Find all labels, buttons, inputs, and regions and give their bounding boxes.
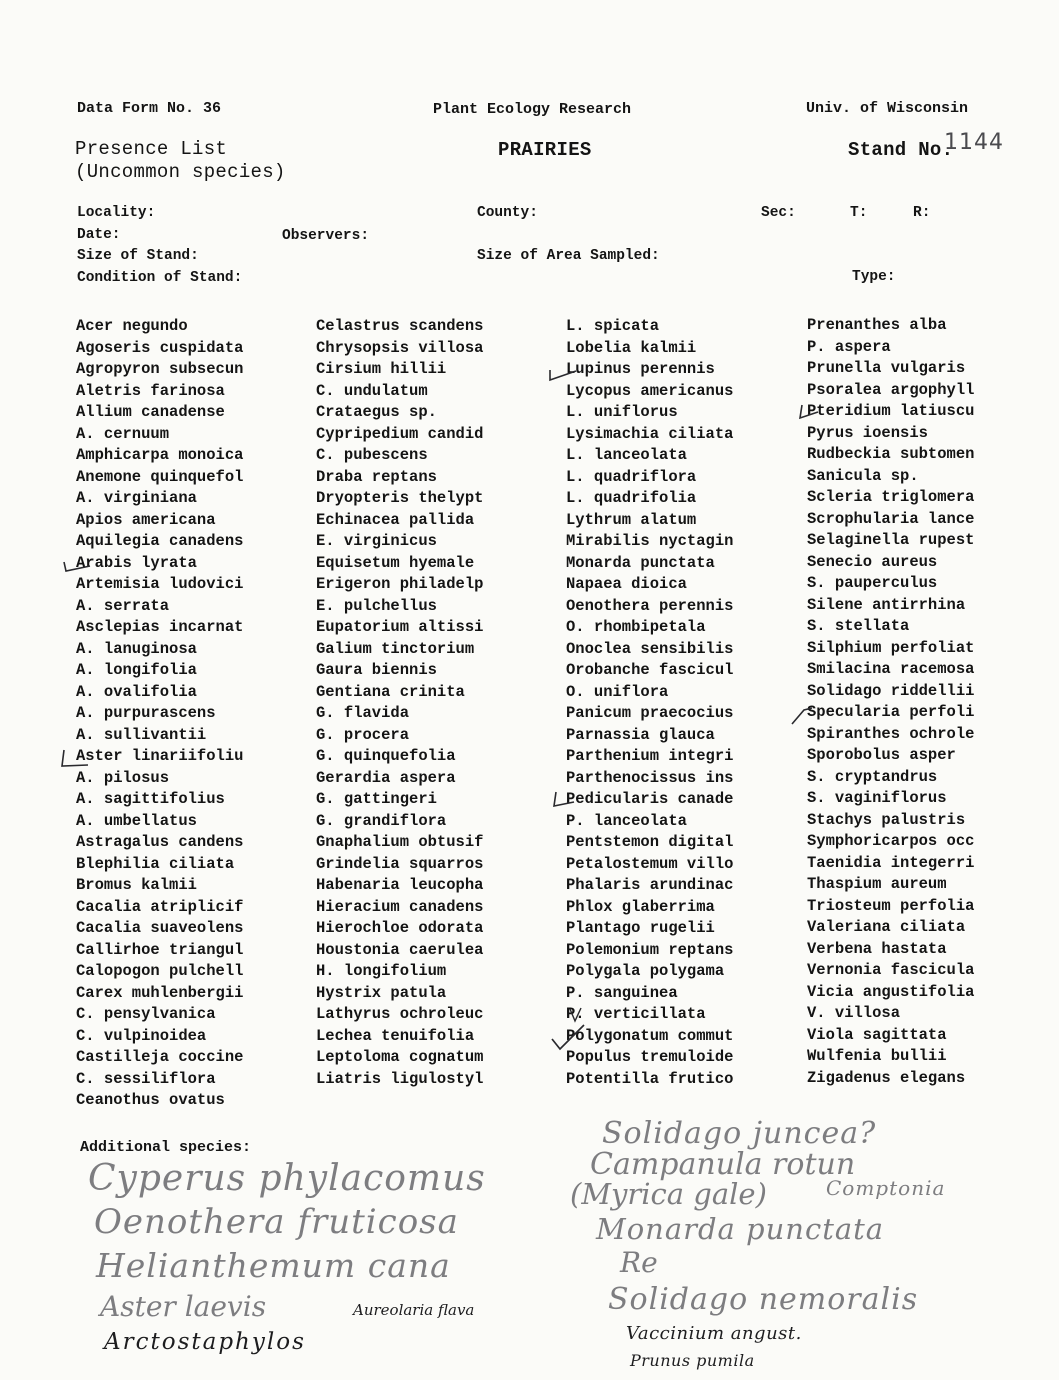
species-entry: O. rhombipetala — [566, 618, 706, 636]
species-entry: G. quinquefolia — [316, 747, 456, 765]
species-entry: Liatris ligulostyl — [316, 1069, 484, 1088]
list-title-line2: (Uncommon species) — [75, 161, 286, 183]
species-entry: V. villosa — [807, 1004, 901, 1022]
species-entry: L. quadriflora — [566, 467, 697, 486]
species-entry: A. pilosus — [76, 768, 170, 787]
species-entry: Phlox glaberrima — [566, 897, 715, 916]
species-entry: Celastrus scandens — [316, 317, 484, 335]
additional-species-label: Additional species: — [80, 1139, 252, 1156]
species-entry: L. lanceolata — [566, 446, 687, 464]
species-entry: H. longifolium — [316, 962, 447, 980]
species-entry: Cypripedium candid — [316, 424, 484, 443]
species-entry: Lobelia kalmii — [566, 338, 697, 357]
species-entry: Scleria triglomera — [807, 488, 975, 506]
range-label: R: — [913, 205, 931, 221]
handwritten-species: Vaccinium angust. — [626, 1323, 802, 1344]
species-entry: Vicia angustifolia — [807, 982, 975, 1001]
locality-label: Locality: — [77, 205, 156, 221]
species-entry: Phalaris arundinac — [566, 876, 734, 894]
species-entry: Onoclea sensibilis — [566, 639, 734, 658]
species-entry: Castilleja coccine — [76, 1048, 244, 1066]
species-entry: Selaginella rupest — [807, 531, 975, 549]
species-entry: Zigadenus elegans — [807, 1068, 966, 1087]
species-entry: Echinacea pallida — [316, 510, 475, 529]
handwritten-species: Oenothera fruticosa — [94, 1202, 459, 1242]
species-entry: Smilacina racemosa — [807, 660, 975, 678]
species-entry: Spiranthes ochrole — [807, 724, 975, 743]
species-entry: Amphicarpa monoica — [76, 446, 244, 464]
species-entry: Artemisia ludovici — [76, 575, 244, 593]
species-entry: Potentilla frutico — [566, 1069, 734, 1088]
species-entry: A. serrata — [76, 596, 170, 615]
check-mark-icon — [58, 748, 92, 770]
check-mark-icon — [566, 1006, 586, 1024]
handwritten-species: Aster laevis — [100, 1290, 267, 1323]
species-entry: Habenaria leucopha — [316, 876, 484, 894]
species-entry: Mirabilis nyctagin — [566, 532, 734, 550]
species-entry: Oenothera perennis — [566, 596, 734, 615]
species-entry: Plantago rugelii — [566, 919, 715, 937]
handwritten-species: Cyperus phylacomus — [88, 1158, 486, 1199]
page-title: PRAIRIES — [498, 139, 592, 161]
species-entry: Senecio aureus — [807, 552, 938, 571]
handwritten-species: Aureolaria flava — [353, 1301, 475, 1319]
institution: Univ. of Wisconsin — [806, 100, 969, 117]
species-entry: Orobanche fascicul — [566, 661, 734, 679]
species-entry: Sanicula sp. — [807, 466, 919, 485]
species-entry: O. uniflora — [566, 682, 669, 701]
species-entry: Asclepias incarnat — [76, 618, 244, 636]
handwritten-species: Prunus pumila — [630, 1351, 755, 1370]
species-entry: Callirhoe triangul — [76, 940, 244, 959]
observers-label: Observers: — [282, 228, 370, 244]
species-entry: Galium tinctorium — [316, 639, 475, 658]
species-entry: Parthenocissus ins — [566, 768, 734, 787]
species-entry: Erigeron philadelp — [316, 575, 484, 593]
species-entry: G. grandiflora — [316, 811, 447, 830]
species-entry: Prunella vulgaris — [807, 359, 966, 377]
species-entry: A. cernuum — [76, 424, 170, 443]
species-entry: Thaspium aureum — [807, 875, 947, 893]
species-entry: Lechea tenuifolia — [316, 1026, 475, 1045]
species-entry: C. vulpinoidea — [76, 1026, 207, 1045]
species-entry: Chrysopsis villosa — [316, 338, 484, 357]
species-entry: Carex muhlenbergii — [76, 983, 244, 1002]
size-of-area-label: Size of Area Sampled: — [477, 248, 660, 264]
species-entry: Hierochloe odorata — [316, 919, 484, 937]
species-entry: C. undulatum — [316, 381, 428, 400]
species-entry: Pentstemon digital — [566, 833, 734, 851]
species-entry: Gentiana crinita — [316, 682, 465, 701]
handwritten-species: (Myrica gale) — [570, 1177, 767, 1211]
handwritten-species: Monarda punctata — [596, 1212, 885, 1246]
species-entry: C. pensylvanica — [76, 1005, 216, 1023]
handwritten-species: Campanula rotun — [590, 1147, 856, 1182]
species-entry: Lythrum alatum — [566, 510, 697, 529]
species-entry: Pedicularis canade — [566, 790, 734, 808]
species-entry: Gaura biennis — [316, 661, 437, 679]
species-entry: Polygala polygama — [566, 962, 725, 980]
species-entry: A. umbellatus — [76, 811, 197, 830]
species-entry: Polemonium reptans — [566, 940, 734, 959]
species-entry: L. uniflorus — [566, 403, 678, 421]
species-entry: Triosteum perfolia — [807, 896, 975, 915]
handwritten-species: Comptonia — [826, 1176, 946, 1200]
species-entry: Lycopus americanus — [566, 381, 734, 400]
species-column-1 — [76, 316, 243, 1112]
species-entry: Lysimachia ciliata — [566, 424, 734, 443]
species-entry: Houstonia caerulea — [316, 940, 484, 959]
species-entry: Parthenium integri — [566, 747, 734, 765]
species-entry: Leptoloma cognatum — [316, 1048, 484, 1066]
list-title-line1: Presence List — [75, 138, 228, 160]
species-entry: Equisetum hyemale — [316, 553, 475, 572]
species-entry: Populus tremuloide — [566, 1048, 734, 1066]
size-of-stand-label: Size of Stand: — [77, 248, 199, 264]
species-entry: Ceanothus ovatus — [76, 1091, 225, 1109]
species-entry: Lathyrus ochroleuc — [316, 1005, 484, 1023]
species-entry: Specularia perfoli — [807, 703, 975, 721]
species-entry: S. pauperculus — [807, 574, 938, 592]
handwritten-species: Solidago nemoralis — [608, 1282, 919, 1317]
species-entry: Panicum praecocius — [566, 704, 734, 722]
species-entry: Gerardia aspera — [316, 768, 456, 787]
species-entry: Acer negundo — [76, 317, 188, 335]
handwritten-species: Arctostaphylos — [104, 1329, 306, 1355]
species-entry: Cirsium hillii — [316, 360, 447, 378]
species-entry: Monarda punctata — [566, 553, 715, 572]
species-entry: Agropyron subsecun — [76, 360, 244, 378]
species-entry: S. stellata — [807, 617, 910, 635]
species-entry: S. cryptandrus — [807, 767, 938, 786]
stand-number-handwritten: 1144 — [944, 130, 1004, 155]
check-mark-icon — [548, 790, 582, 810]
species-entry: Stachys palustris — [807, 810, 966, 829]
species-entry: Parnassia glauca — [566, 725, 715, 744]
date-label: Date: — [77, 227, 121, 243]
species-entry: Pteridium latiuscu — [807, 402, 975, 420]
form-number: Data Form No. 36 — [77, 100, 222, 117]
species-entry: Pyrus ioensis — [807, 423, 928, 442]
species-entry: P. sanguinea — [566, 983, 678, 1002]
check-mark-icon — [544, 362, 580, 384]
species-entry: Hystrix patula — [316, 983, 447, 1002]
species-entry: Lupinus perennis — [566, 360, 715, 378]
species-entry: Arabis lyrata — [76, 553, 197, 572]
species-entry: E. pulchellus — [316, 596, 437, 615]
species-entry: Taenidia integerri — [807, 853, 975, 872]
species-entry: S. vaginiflorus — [807, 789, 947, 807]
species-entry: A. sullivantii — [76, 725, 207, 744]
species-entry: Symphoricarpos occ — [807, 832, 975, 850]
handwritten-species: Solidago juncea? — [602, 1116, 877, 1151]
species-entry: C. sessiliflora — [76, 1069, 216, 1088]
species-entry: Verbena hastata — [807, 939, 947, 958]
species-entry: Bromus kalmii — [76, 876, 197, 894]
species-entry: Calopogon pulchell — [76, 962, 244, 980]
species-entry: A. ovalifolia — [76, 682, 197, 701]
species-entry: A. virginiana — [76, 489, 197, 507]
species-entry: Astragalus candens — [76, 833, 244, 851]
species-entry: Vernonia fascicula — [807, 961, 975, 979]
species-entry: Apios americana — [76, 510, 216, 529]
species-entry: Psoralea argophyll — [807, 380, 975, 399]
check-mark-icon — [60, 556, 94, 574]
species-entry: P. verticillata — [566, 1005, 706, 1023]
species-entry: Petalostemum villo — [566, 854, 734, 873]
species-entry: Silphium perfoliat — [807, 638, 975, 657]
species-entry: Aletris farinosa — [76, 381, 225, 400]
species-entry: Cacalia atriplicif — [76, 897, 244, 916]
species-entry: Aquilegia canadens — [76, 532, 244, 550]
species-entry: Eupatorium altissi — [316, 618, 484, 636]
species-entry: L. spicata — [566, 317, 660, 335]
species-entry: Blephilia ciliata — [76, 854, 235, 873]
species-entry: Prenanthes alba — [807, 316, 947, 334]
research-title: Plant Ecology Research — [433, 101, 632, 118]
species-entry: Wulfenia bullii — [807, 1047, 947, 1065]
species-entry: Solidago riddellii — [807, 681, 975, 700]
check-mark-icon — [790, 704, 824, 728]
species-entry: Dryopteris thelypt — [316, 489, 484, 507]
check-mark-icon — [794, 402, 828, 424]
type-label: Type: — [852, 269, 896, 285]
species-entry: G. flavida — [316, 704, 410, 722]
species-column-4 — [807, 315, 974, 1089]
species-entry: Anemone quinquefol — [76, 467, 244, 486]
species-entry: A. lanuginosa — [76, 639, 197, 658]
sec-label: Sec: — [761, 205, 796, 221]
species-entry: G. procera — [316, 725, 410, 744]
species-entry: A. sagittifolius — [76, 790, 225, 808]
species-entry: Grindelia squarros — [316, 854, 484, 873]
species-entry: Scrophularia lance — [807, 509, 975, 528]
species-entry: A. purpurascens — [76, 704, 216, 722]
species-entry: Viola sagittata — [807, 1025, 947, 1044]
stand-label: Stand No. — [848, 139, 954, 161]
check-mark-icon — [548, 1023, 588, 1053]
species-entry: Rudbeckia subtomen — [807, 445, 975, 463]
species-entry: Allium canadense — [76, 403, 225, 421]
handwritten-species: Helianthemum cana — [96, 1246, 451, 1285]
species-entry: G. gattingeri — [316, 790, 437, 808]
species-entry: A. longifolia — [76, 661, 197, 679]
species-entry: Silene antirrhina — [807, 595, 966, 614]
condition-label: Condition of Stand: — [77, 270, 243, 286]
county-label: County: — [477, 205, 538, 221]
species-entry: Gnaphalium obtusif — [316, 833, 484, 851]
species-entry: Crataegus sp. — [316, 403, 437, 421]
species-entry: Hieracium canadens — [316, 897, 484, 916]
handwritten-species: Re — [620, 1246, 658, 1279]
species-entry: L. quadrifolia — [566, 489, 697, 507]
species-entry: Valeriana ciliata — [807, 918, 966, 936]
species-column-2 — [316, 316, 483, 1090]
species-entry: E. virginicus — [316, 532, 437, 550]
species-entry: Draba reptans — [316, 467, 437, 486]
species-entry: Cacalia suaveolens — [76, 919, 244, 937]
species-entry: Napaea dioica — [566, 575, 687, 593]
species-entry: Aster linariifoliu — [76, 747, 244, 765]
species-column-3 — [566, 316, 733, 1090]
species-entry: P. aspera — [807, 337, 891, 356]
township-label: T: — [850, 205, 868, 221]
species-entry: Polygonatum commut — [566, 1026, 734, 1045]
species-entry: C. pubescens — [316, 446, 428, 464]
species-entry: P. lanceolata — [566, 811, 687, 830]
species-entry: Sporobolus asper — [807, 746, 956, 764]
species-entry: Agoseris cuspidata — [76, 338, 244, 357]
